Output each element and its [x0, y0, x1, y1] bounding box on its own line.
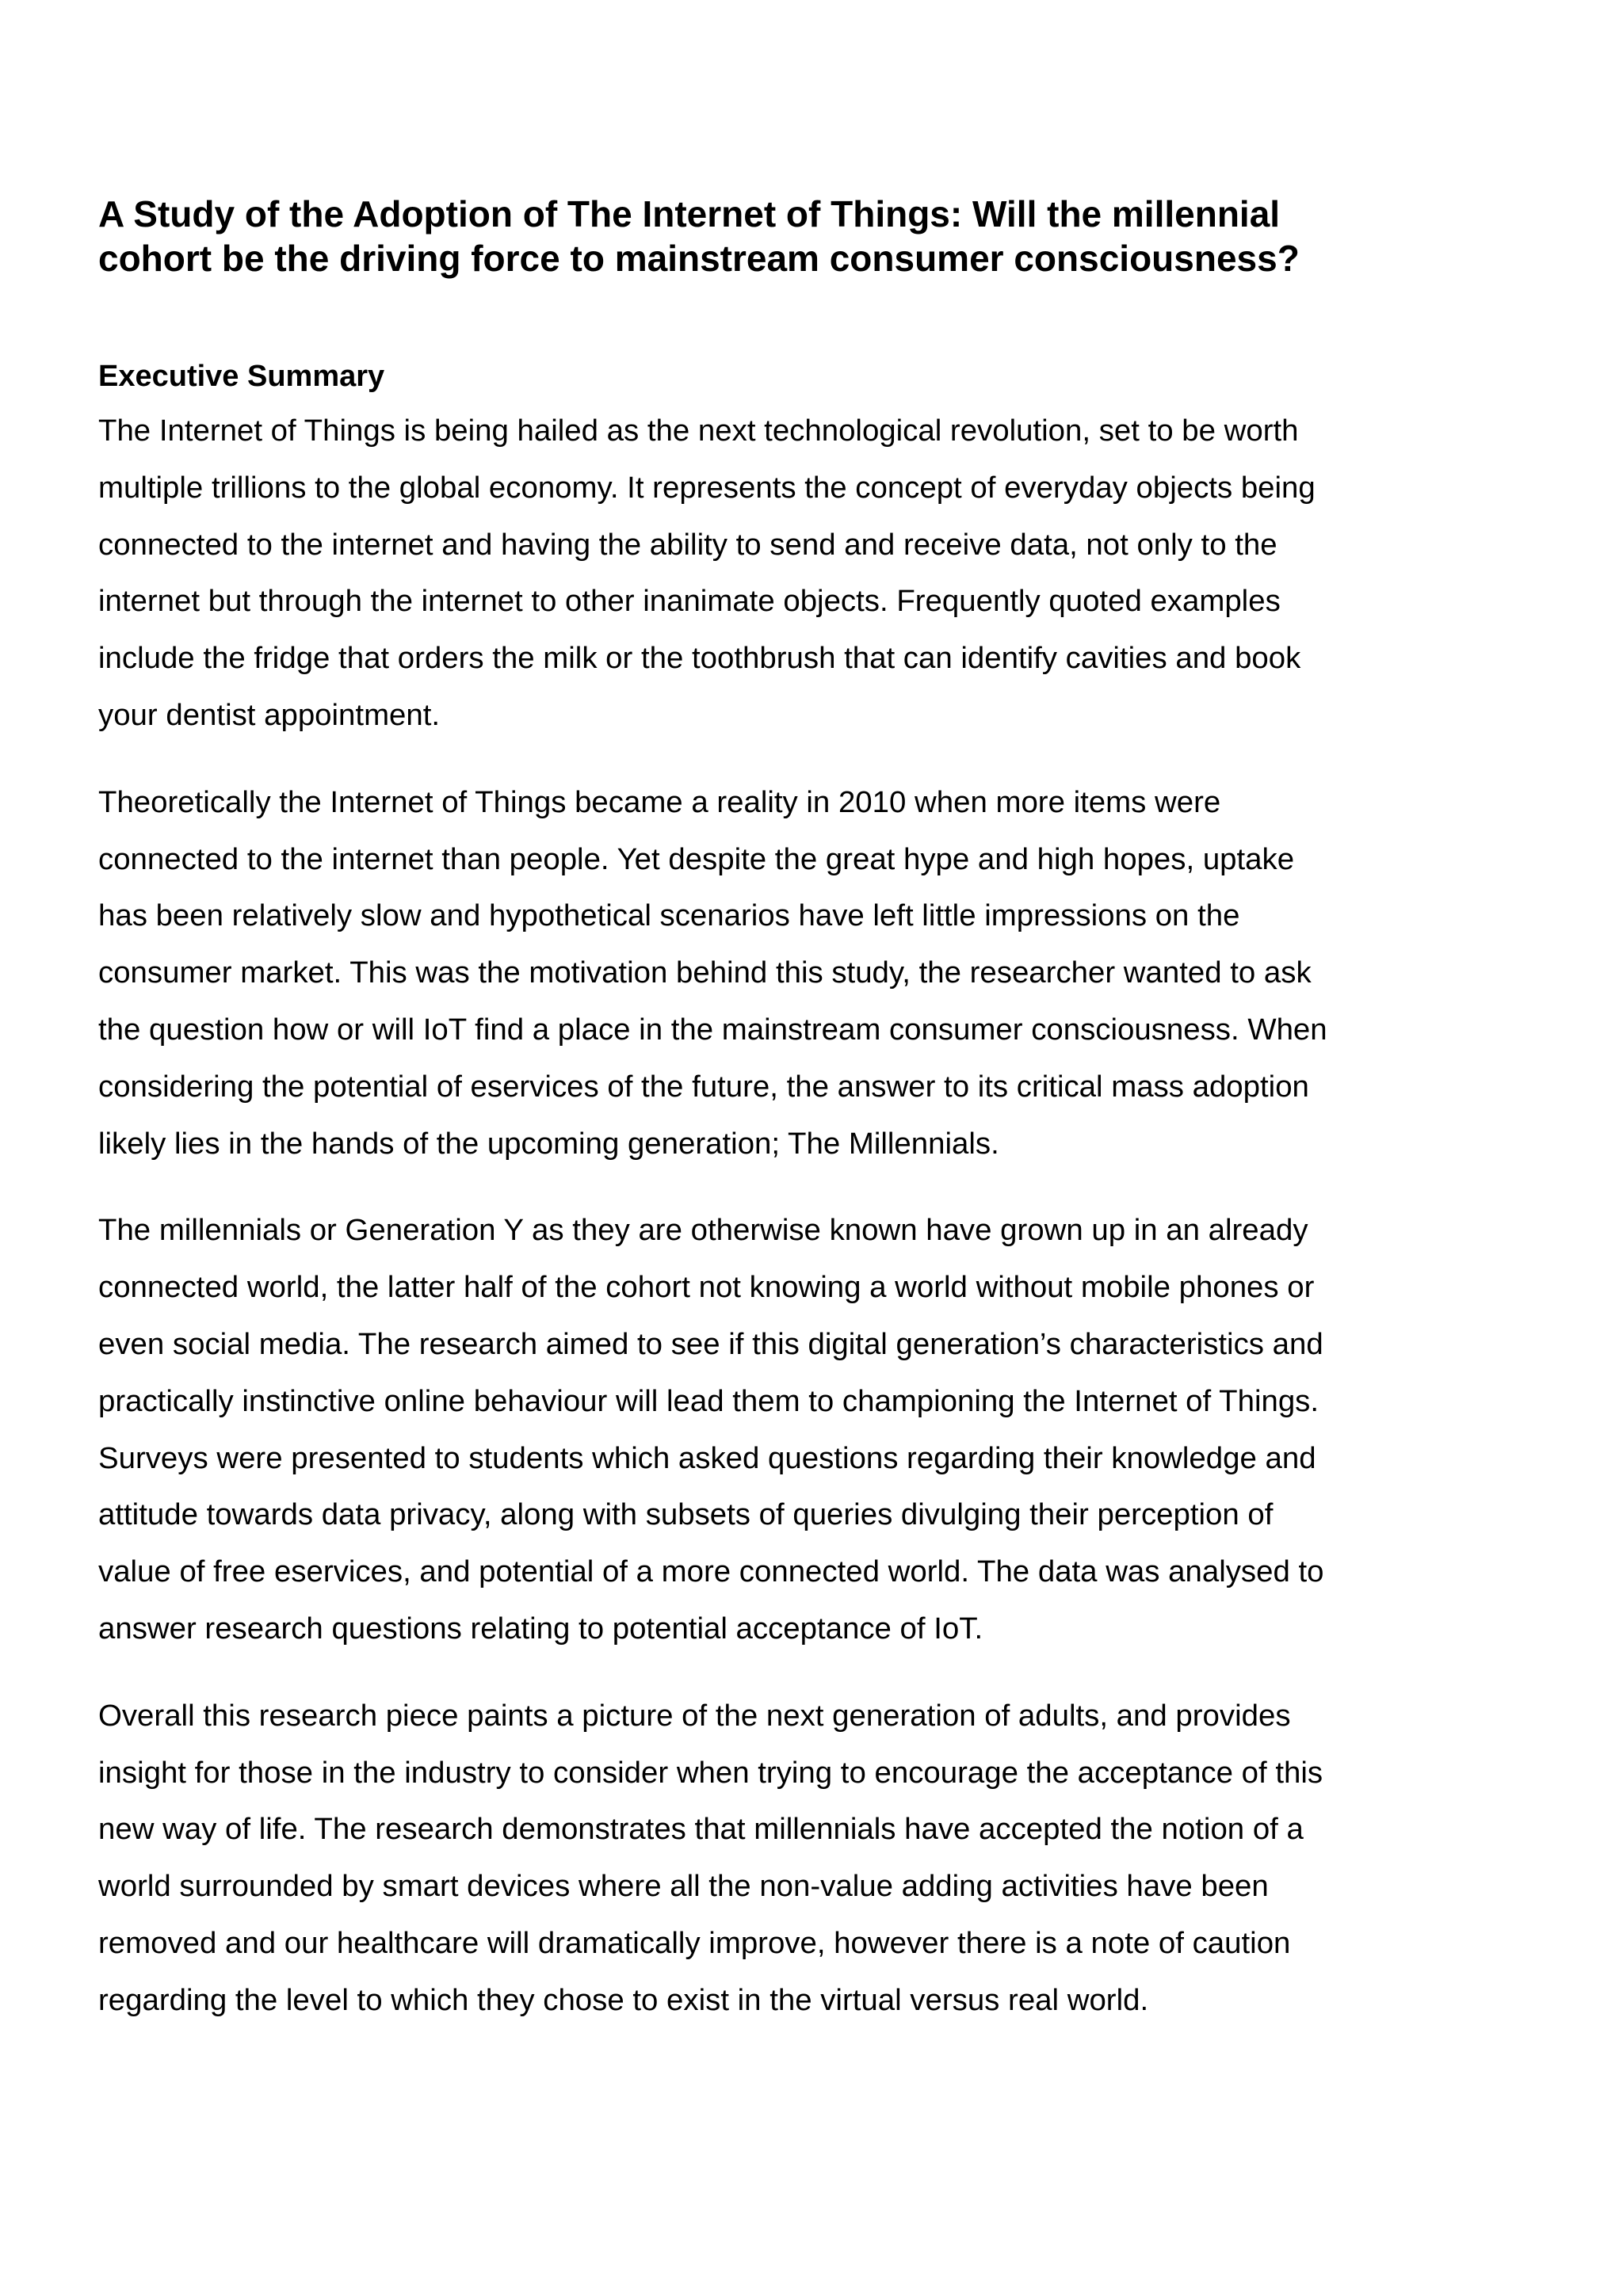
- paragraph-line: world surrounded by smart devices where all the non-value adding activities have been: [98, 1869, 1269, 1904]
- paragraph-line: include the fridge that orders the milk or the toothbrush that can identify cavities and book: [98, 641, 1301, 676]
- paragraph-line: regarding the level to which they chose to exist in the virtual versus real world.: [98, 1982, 1149, 2017]
- paragraph-line: has been relatively slow and hypothetical scenarios have left little impressions on the: [98, 898, 1240, 933]
- paragraph-4: [98, 1688, 1445, 2029]
- paragraph-line: your dentist appointment.: [98, 697, 441, 732]
- paragraph-line: new way of life. The research demonstrates that millennials have accepted the notion of a: [98, 1812, 1304, 1847]
- paragraph-line: The Internet of Things is being hailed as the next technological revolution, set to be worth: [98, 414, 1299, 448]
- paragraph-3: [98, 1202, 1445, 1657]
- paragraph-line: connected world, the latter half of the cohort not knowing a world without mobile phones or: [98, 1270, 1315, 1305]
- paragraph-line: removed and our healthcare will dramatically improve, however there is a note of caution: [98, 1925, 1291, 1960]
- section-heading: Executive Summary: [98, 360, 385, 393]
- paragraph-line: The millennials or Generation Y as they are otherwise known have grown up in an already: [98, 1213, 1308, 1248]
- paragraph-line: insight for those in the industry to consider when trying to encourage the acceptance of this: [98, 1755, 1323, 1790]
- paragraph-line: Surveys were presented to students which asked questions regarding their knowledge and: [98, 1440, 1316, 1475]
- paragraph-line: attitude towards data privacy, along with subsets of queries divulging their perception of: [98, 1497, 1274, 1532]
- paragraph-line: even social media. The research aimed to see if this digital generation’s characteristics and: [98, 1326, 1323, 1361]
- paragraph-line: Overall this research piece paints a picture of the next generation of adults, and provides: [98, 1698, 1291, 1733]
- paragraph-line: connected to the internet and having the ability to send and receive data, not only to the: [98, 527, 1277, 562]
- paragraph-line: connected to the internet than people. Yet despite the great hype and high hopes, uptake: [98, 841, 1295, 876]
- title-line: A Study of the Adoption of The Internet of Things: Will the millennial: [98, 193, 1281, 235]
- paragraph-2: [98, 774, 1445, 1173]
- paragraph-line: considering the potential of eservices of the future, the answer to its critical mass adoption: [98, 1069, 1309, 1104]
- paragraph-line: practically instinctive online behaviour will lead them to championing the Internet of Things.: [98, 1383, 1319, 1418]
- paragraph-line: answer research questions relating to potential acceptance of IoT.: [98, 1611, 983, 1646]
- paragraph-line: likely lies in the hands of the upcoming generation; The Millennials.: [98, 1126, 999, 1161]
- title-line: cohort be the driving force to mainstream consumer consciousness?: [98, 238, 1300, 279]
- paragraph-line: the question how or will IoT find a place in the mainstream consumer consciousness. When: [98, 1012, 1327, 1047]
- paragraph-line: value of free eservices, and potential of a more connected world. The data was analysed to: [98, 1554, 1324, 1589]
- paragraph-line: consumer market. This was the motivation behind this study, the researcher wanted to ask: [98, 955, 1312, 990]
- paragraph-line: Theoretically the Internet of Things became a reality in 2010 when more items were: [98, 784, 1221, 819]
- paragraph-line: internet but through the internet to other inanimate objects. Frequently quoted examples: [98, 584, 1281, 619]
- document-title: [98, 192, 1445, 280]
- paragraph-line: multiple trillions to the global economy. It represents the concept of everyday objects being: [98, 470, 1316, 505]
- document-body: [98, 192, 1445, 2029]
- paragraph-1: [98, 402, 1445, 744]
